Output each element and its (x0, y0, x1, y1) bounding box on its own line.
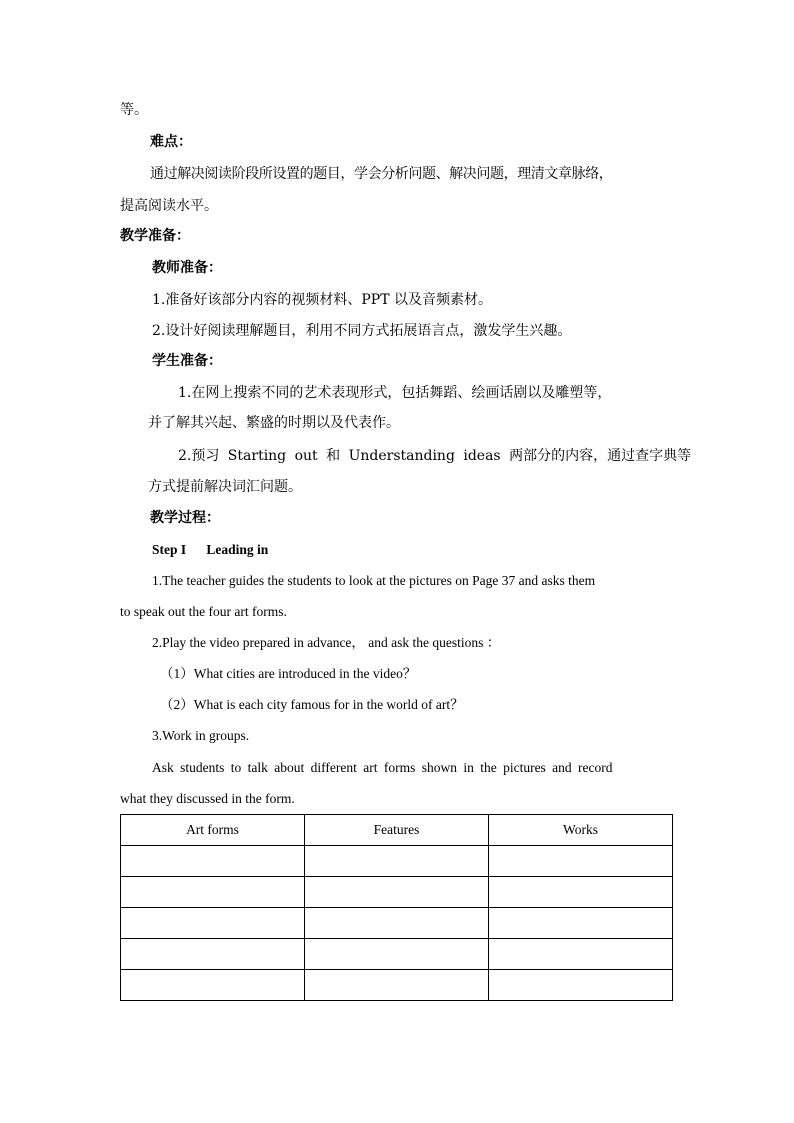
text-line: 3.Work in groups. (152, 728, 250, 743)
table-cell (489, 877, 673, 908)
table-cell (489, 846, 673, 877)
text-line: 1.The teacher guides the students to look at the pictures on Page 37 and asks them (152, 573, 596, 588)
heading-procedure: 教学过程： (150, 510, 220, 526)
art-forms-table (120, 814, 673, 1001)
heading-student-prep: 学生准备： (152, 353, 222, 369)
table-cell (305, 908, 489, 939)
text-line: 并了解其兴起、繁盛的时期以及代表作。 (148, 415, 400, 431)
table-row (121, 939, 673, 970)
table-cell (305, 846, 489, 877)
question-item: （2）What is each city famous for in the world of art？ (160, 697, 464, 712)
table-cell (489, 939, 673, 970)
header-features: Features (305, 815, 489, 846)
table-cell (121, 908, 305, 939)
text-line: what they discussed in the form. (120, 791, 295, 806)
heading-difficulty: 难点： (150, 134, 192, 150)
question-item: （1）What cities are introduced in the video？ (160, 666, 417, 681)
table-cell (489, 908, 673, 939)
text-line: 提高阅读水平。 (120, 198, 218, 214)
step-heading: Step I Leading in (152, 542, 269, 557)
text-line: 2.设计好阅读理解题目，利用不同方式拓展语言点，激发学生兴趣。 (152, 323, 572, 339)
table-header-row (121, 815, 673, 846)
text-line: 通过解决阅读阶段所设置的题目，学会分析问题、解决问题，理清文章脉络， (150, 166, 613, 182)
table-cell (121, 846, 305, 877)
header-art-forms: Art forms (121, 815, 305, 846)
text-line: Ask students to talk about different art forms shown in the pictures and record (152, 760, 613, 775)
table-cell (305, 939, 489, 970)
header-works: Works (489, 815, 673, 846)
text-line: 方式提前解决词汇问题。 (148, 479, 302, 495)
heading-teacher-prep: 教师准备： (152, 260, 222, 276)
table-cell (305, 970, 489, 1001)
table-cell (121, 939, 305, 970)
table-cell (305, 877, 489, 908)
text-line: 1.在网上搜索不同的艺术表现形式，包括舞蹈、绘画话剧以及雕塑等， (178, 385, 612, 401)
text-line: 1.准备好该部分内容的视频材料、PPT 以及音频素材。 (152, 292, 492, 308)
table-row (121, 877, 673, 908)
text-line: to speak out the four art forms. (120, 604, 287, 619)
text-line: 2.预习 Starting out 和 Understanding ideas 两部分的内容，通过查字典等 (178, 448, 692, 464)
heading-preparation: 教学准备： (120, 228, 190, 244)
table-cell (121, 970, 305, 1001)
text-line: 等。 (120, 102, 148, 118)
table-row (121, 908, 673, 939)
table-row (121, 970, 673, 1001)
table-row (121, 846, 673, 877)
table-cell (489, 970, 673, 1001)
text-line: 2.Play the video prepared in advance， and ask the questions ： (152, 635, 501, 650)
table-cell (121, 877, 305, 908)
